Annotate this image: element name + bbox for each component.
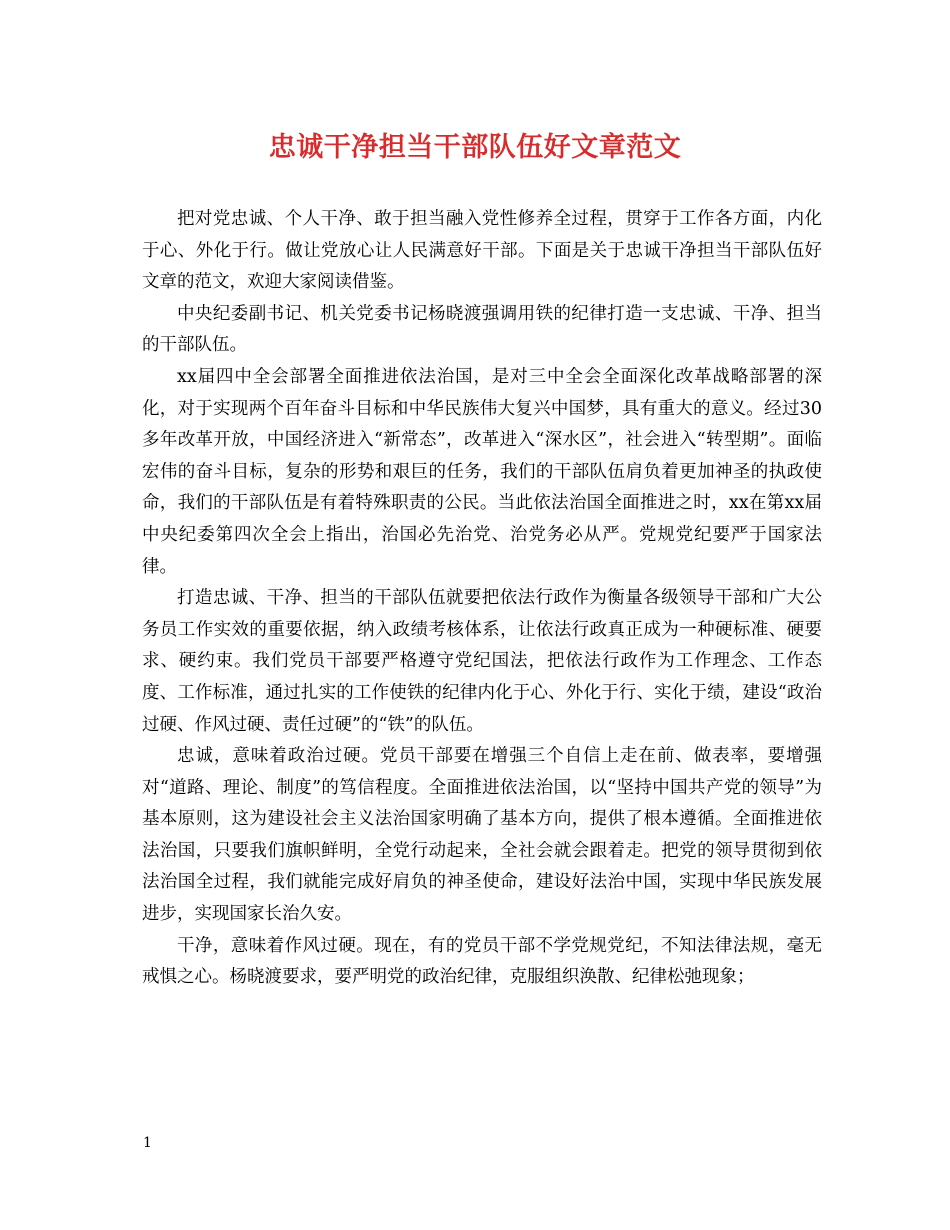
paragraph-integrity: 干净，意味着作风过硬。现在，有的党员干部不学党规党纪，不知法律法规，毫无戒惧之心。杨晓渡要求，要严明党的政治纪律，克服组织涣散、纪律松弛现象；	[142, 935, 822, 988]
paragraph-speech: 中央纪委副书记、机关党委书记杨晓渡强调用铁的纪律打造一支忠诚、干净、担当的干部队伍。	[142, 303, 822, 356]
paragraph-rule-of-law: xx届四中全会部署全面推进依法治国，是对三中全会全面深化改革战略部署的深化，对于实现两个百年奋斗目标和中华民族伟大复兴中国梦，具有重大的意义。经过30多年改革开放，中国经济进入“新常态”，改革进入“深水区”，社会进入“转型期”。面临宏伟的奋斗目标，复杂的形势和艰巨的任务，我们的干部队伍肩负着更加神圣的执政使命，我们的干部队伍是有着特殊职责的公民。当此依法治国全面推进之时，xx在第xx届中央纪委第四次全会上指出，治国必先治党、治党务必从严。党规党纪要严于国家法律。	[142, 366, 822, 577]
document-title: 忠诚干净担当干部队伍好文章范文	[268, 132, 682, 163]
paragraph-intro: 把对党忠诚、个人干净、敢于担当融入党性修养全过程，贯穿于工作各方面，内化于心、外化于行。做让党放心让人民满意好干部。下面是关于忠诚干净担当干部队伍好文章的范文，欢迎大家阅读借鉴。	[142, 209, 822, 293]
paragraph-loyalty: 忠诚，意味着政治过硬。党员干部要在增强三个自信上走在前、做表率，要增强对“道路、理论、制度”的笃信程度。全面推进依法治国，以“坚持中国共产党的领导”为基本原则，这为建设社会主义法治国家明确了基本方向，提供了根本遵循。全面推进依法治国，只要我们旗帜鲜明，全党行动起来，全社会就会跟着走。把党的领导贯彻到依法治国全过程，我们就能完成好肩负的神圣使命，建设好法治中国，实现中华民族发展进步，实现国家长治久安。	[142, 746, 822, 925]
paragraph-administration: 打造忠诚、干净、担当的干部队伍就要把依法行政作为衡量各级领导干部和广大公务员工作实效的重要依据，纳入政绩考核体系，让依法行政真正成为一种硬标准、硬要求、硬约束。我们党员干部要严格遵守党纪国法，把依法行政作为工作理念、工作态度、工作标准，通过扎实的工作使铁的纪律内化于心、外化于行、实化于绩，建设“政治过硬、作风过硬、责任过硬”的“铁”的队伍。	[142, 588, 822, 735]
document-body	[142, 204, 822, 994]
page-number: 1	[143, 1135, 152, 1151]
